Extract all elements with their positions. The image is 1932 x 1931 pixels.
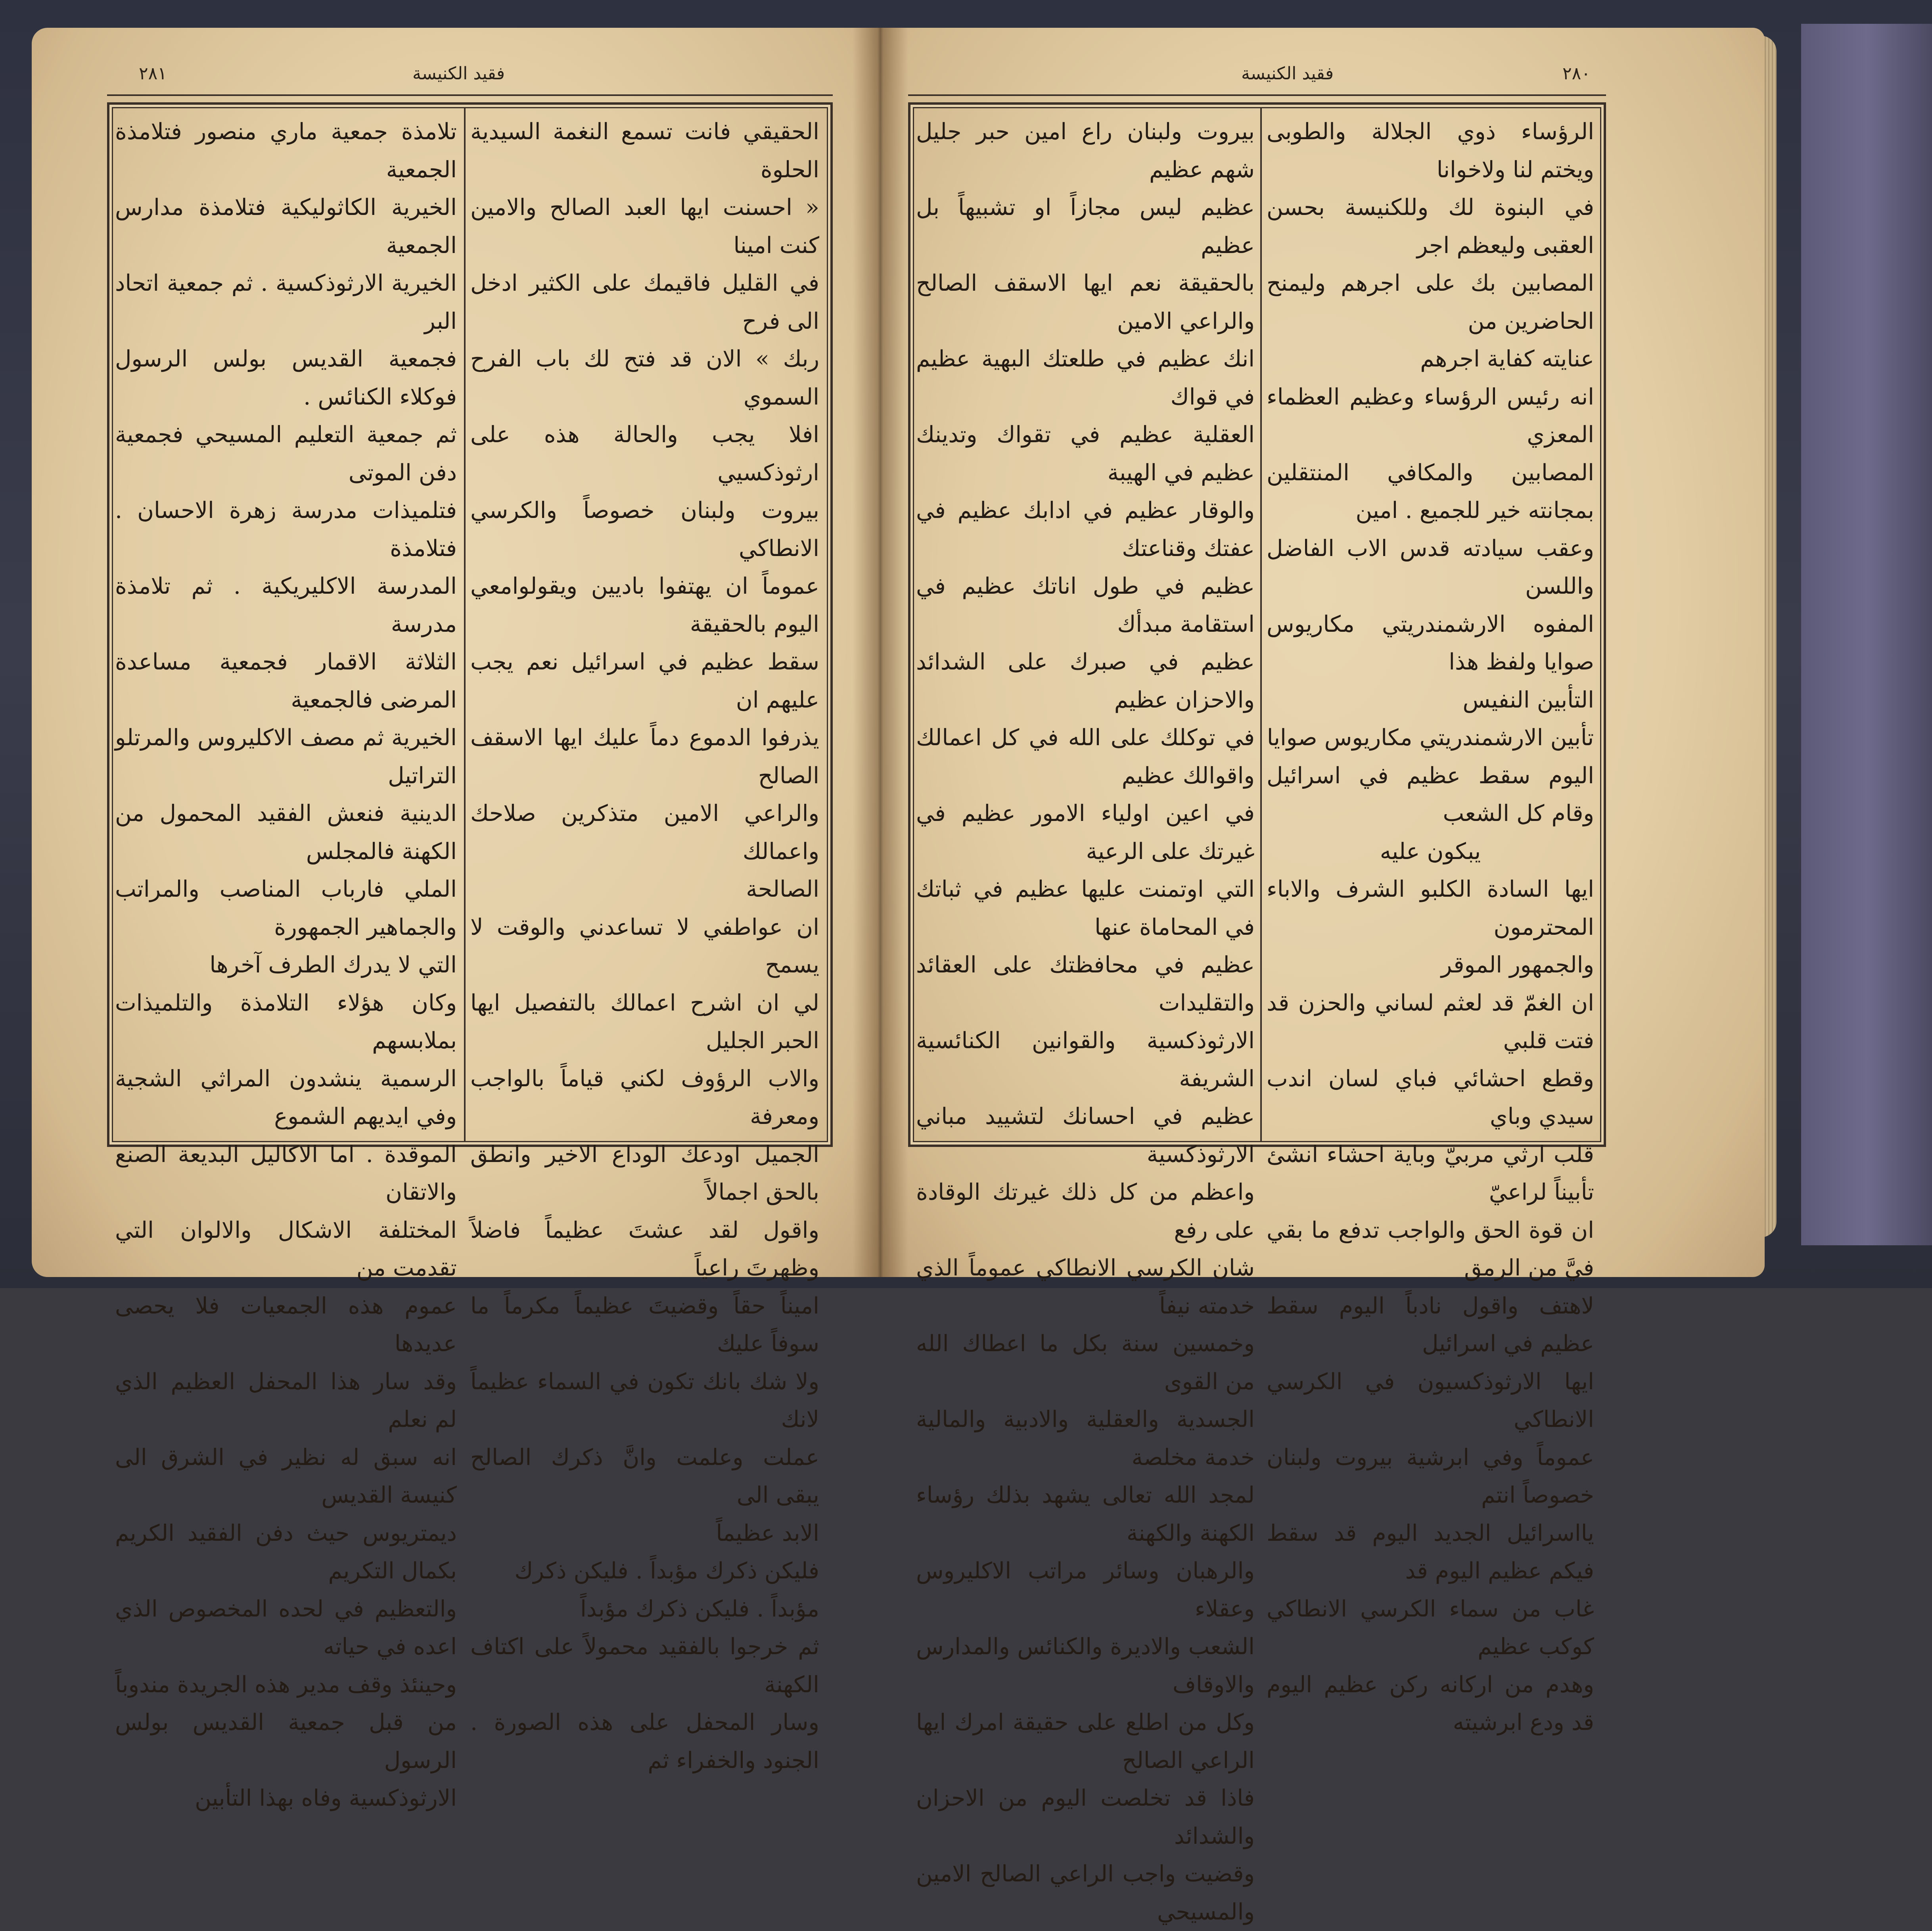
left-column-separator: [464, 107, 466, 1142]
text-line: الصالحة: [746, 876, 819, 902]
text-line: عموم هذه الجمعيات فلا يحصى عديدها: [115, 1292, 457, 1357]
text-line: عملت وعلمت وانَّ ذكرك الصالح يبقى الى: [470, 1444, 819, 1508]
text-line: اليوم سقط عظيم في اسرائيل وقام كل الشعب: [1267, 762, 1594, 826]
text-line: وكل من اطلع على حقيقة امرك ايها الراعي الصالح: [916, 1709, 1255, 1774]
text-line: عموماً وفي ابرشية بيروت ولبنان خصوصاً انتم: [1267, 1444, 1594, 1508]
text-line: الابد عظيماً: [716, 1520, 819, 1546]
text-line: العقلية عظيم في تقواك وتدينك عظيم في الهيبة: [916, 422, 1255, 486]
text-line: عظيم في صبرك على الشدائد والاحزان عظيم: [916, 649, 1255, 713]
text-line: وحينئذ وقف مدير هذه الجريدة مندوباً: [115, 1671, 457, 1698]
text-line: فتلميذات مدرسة زهرة الاحسان . فتلامذة: [115, 497, 457, 562]
right-page-column-right: [1267, 113, 1594, 1735]
right-header-rule: [908, 94, 1606, 96]
text-line: المصابين بك على اجرهم وليمنح الحاضرين من: [1267, 270, 1594, 334]
text-line: الخيرية الكاثوليكية فتلامذة مدارس الجمعية: [115, 194, 457, 259]
text-line: انه سبق له نظير في الشرق الى كنيسة القديس: [115, 1444, 457, 1508]
text-line: شان الكرسي الانطاكي عموماً الذي خدمته نيفاً: [916, 1255, 1255, 1319]
text-line: فاذا قد تخلصت اليوم من الاحزان والشدائد: [916, 1785, 1255, 1849]
right-column-separator: [1260, 107, 1262, 1142]
text-line: مؤبداً . فليكن ذكرك مؤبداً: [580, 1595, 819, 1622]
text-line: ان عواطفي لا تساعدني والوقت لا يسمح: [470, 914, 819, 978]
text-line: فليكن ذكرك مؤبداً . فليكن ذكرك: [514, 1558, 819, 1584]
text-line: والوقار عظيم في ادابك عظيم في عفتك وقناعتك: [916, 497, 1255, 562]
text-line: الخيرية الارثوذكسية . ثم جمعية اتحاد البر: [115, 270, 457, 334]
text-line: والتعظيم في لحده المخصوص الذي اعده في حياته: [115, 1595, 457, 1660]
text-line: الرسمية ينشدون المراثي الشجية وفي ايديهم الشموع: [115, 1065, 457, 1129]
text-line: بيروت ولبنان خصوصاً والكرسي الانطاكي: [470, 497, 819, 562]
text-line: وقضيت واجب الراعي الصالح الامين والمسيحي: [916, 1861, 1255, 1925]
text-line: عموماً ان يهتفوا باديين ويقولوامعي اليوم بالحقيقة: [470, 573, 819, 637]
text-line: يذرفوا الدموع دماً عليك ايها الاسقف الصالح: [470, 725, 819, 789]
text-line: الجسدية والعقلية والادبية والمالية خدمة مخلصة: [916, 1406, 1255, 1471]
text-line: يااسرائيل الجديد اليوم قد سقط فيكم عظيم اليوم قد: [1267, 1520, 1594, 1584]
text-line: وقد سار هذا المحفل العظيم الذي لم نعلم: [115, 1368, 457, 1432]
right-page-column-left: [916, 113, 1255, 1925]
text-line: وقطع احشائي فباي لسان اندب سيدي وباي: [1267, 1065, 1594, 1129]
text-line: الارثوذكسية والقوانين الكنائسية الشريفة: [916, 1028, 1255, 1092]
text-line: في القليل فاقيمك على الكثير ادخل الى فرح: [470, 270, 819, 334]
text-line: التأبين النفيس: [1462, 686, 1594, 713]
text-line: بيروت ولبنان راع امين حبر جليل شهم عظيم: [916, 119, 1255, 183]
text-line: وخمسين سنة بكل ما اعطاك الله من القوى: [916, 1331, 1255, 1395]
text-line: ان قوة الحق والواجب تدفع ما بقي فيَّ من الرمق: [1267, 1217, 1594, 1281]
text-line: والرهبان وسائر مراتب الاكليروس وعقلاء: [916, 1558, 1255, 1622]
text-line: عظيم ليس مجازاً او تشبيهاً بل عظيم: [916, 194, 1255, 259]
left-header-rule: [107, 94, 833, 96]
text-line: ان الغمّ قد لعثم لساني والحزن قد فتت قلبي: [1267, 989, 1594, 1054]
text-line: الشعب والاديرة والكنائس والمدارس والاوقاف: [916, 1634, 1255, 1698]
text-line: في اعين اولياء الامور عظيم في غيرتك على الرعية: [916, 800, 1255, 865]
text-line: واقول لقد عشتَ عظيماً فاضلاً وظهرتَ راعياً: [470, 1217, 819, 1281]
text-line: الجميل اودعك الوداع الاخير وانطق بالحق اجمالاً: [470, 1141, 819, 1205]
text-line: الموقدة . اما الاكاليل البديعة الصنع والاتقان: [115, 1141, 457, 1205]
text-line: ايها السادة الكلبو الشرف والاباء المحترمون: [1267, 876, 1594, 940]
book-gutter: [853, 28, 908, 1277]
text-line: فجمعية القديس بولس الرسول فوكلاء الكنائس .: [115, 346, 457, 410]
text-line: ثم خرجوا بالفقيد محمولاً على اكتاف الكهنة: [470, 1634, 819, 1698]
text-line: الملي فارباب المناصب والمراتب والجماهير الجمهورة: [115, 876, 457, 940]
text-line: من قبل جمعية القديس بولس الرسول: [115, 1709, 457, 1774]
text-line: والاب الرؤوف لكني قياماً بالواجب ومعرفة: [470, 1065, 819, 1129]
text-line: انك عظيم في طلعتك البهية عظيم في قواك: [916, 346, 1255, 410]
text-line: سقط عظيم في اسرائيل نعم يجب عليهم ان: [470, 649, 819, 713]
text-line: الحقيقي فانت تسمع النغمة السيدية الحلوة: [470, 119, 819, 183]
text-line: المختلفة الاشكال والالوان التي تقدمت من: [115, 1217, 457, 1281]
text-line: ديمتريوس حيث دفن الفقيد الكريم بكمال التكريم: [115, 1520, 457, 1584]
text-line: الخيرية ثم مصف الاكليروس والمرتلو التراتيل: [115, 725, 457, 789]
text-line: وكان هؤلاء التلامذة والتلميذات بملابسهم: [115, 989, 457, 1054]
text-line: ايها الارثوذكسيون في الكرسي الانطاكي: [1267, 1368, 1594, 1432]
text-line: التي اوتمنت عليها عظيم في ثباتك في المحاماة عنها: [916, 876, 1255, 940]
text-line: يبكون عليه: [1380, 838, 1481, 865]
text-line: المفوه الارشمندريتي مكاريوس صوايا ولفظ هذا: [1267, 611, 1594, 675]
left-page-title: فقيد الكنيسة: [412, 63, 505, 84]
text-line: الرؤساء ذوي الجلالة والطوبى ويختم لنا ولاخوانا: [1267, 119, 1594, 183]
text-line: وسار المحفل على هذه الصورة . الجنود والخفراء ثم: [470, 1709, 819, 1774]
text-line: قلب ارثي مربيّ وباية احشاء انشئ تأبيناً لراعيّ: [1267, 1141, 1594, 1205]
text-line: ثم جمعية التعليم المسيحي فجمعية دفن الموتى: [115, 422, 457, 486]
text-line: لمجد الله تعالى يشهد بذلك رؤساء الكهنة والكهنة: [916, 1482, 1255, 1546]
text-line: عظيم في طول اناتك عظيم في استقامة مبدأك: [916, 573, 1255, 637]
text-line: وعقب سيادته قدس الاب الفاضل واللسن: [1267, 535, 1594, 599]
text-line: واعظم من كل ذلك غيرتك الوقادة على رفع: [916, 1179, 1255, 1243]
eulogy-heading: تأبين الارشمندريتي مكاريوس صوايا: [1267, 725, 1594, 751]
cover-edge: [1801, 24, 1932, 1245]
text-line: المدرسة الاكليريكية . ثم تلامذة مدرسة: [115, 573, 457, 637]
text-line: في البنوة لك وللكنيسة بحسن العقبى وليعظم اجر: [1267, 194, 1594, 259]
text-line: وهدم من اركانه ركن عظيم اليوم قد ودع ابرشيته: [1267, 1671, 1594, 1735]
left-page-number: ٢٨١: [139, 63, 167, 84]
text-line: عظيم في احسانك لتشييد مباني الارثوذكسية: [916, 1103, 1255, 1168]
left-page-column-left: [115, 113, 457, 1811]
text-line: لاهتف واقول نادباً اليوم سقط عظيم في اسرائيل: [1267, 1292, 1594, 1357]
text-line: انه رئيس الرؤساء وعظيم العظماء المعزي: [1267, 384, 1594, 448]
text-line: « احسنت ايها العبد الصالح والامين كنت امينا: [470, 194, 819, 259]
text-line: تلامذة جمعية ماري منصور فتلامذة الجمعية: [115, 119, 457, 183]
text-line: عنايته كفاية اجرهم: [1420, 346, 1594, 372]
text-line: الثلاثة الاقمار فجمعية مساعدة المرضى فالجمعية: [115, 649, 457, 713]
text-line: بالحقيقة نعم ايها الاسقف الصالح والراعي الامين: [916, 270, 1255, 334]
text-line: المصابين والمكافي المنتقلين بمجانته خير للجميع . امين: [1267, 459, 1594, 523]
text-line: اميناً حقاً وقضيتَ عظيماً مكرماً ما سوفاً عليك: [470, 1292, 819, 1357]
text-line: الارثوذكسية وفاه بهذا التأبين: [195, 1785, 457, 1811]
text-line: الدينية فنعش الفقيد المحمول من الكهنة فالمجلس: [115, 800, 457, 865]
text-line: ربك » الان قد فتح لك باب الفرح السموي: [470, 346, 819, 410]
text-line: عظيم في محافظتك على العقائد والتقليدات: [916, 952, 1255, 1016]
text-line: لي ان اشرح اعمالك بالتفصيل ايها الحبر الجليل: [470, 989, 819, 1054]
text-line: والجمهور الموقر: [1441, 952, 1594, 978]
text-line: ولا شك بانك تكون في السماء عظيماً لانك: [470, 1368, 819, 1432]
text-line: التي لا يدرك الطرف آخرها: [209, 952, 457, 978]
text-line: افلا يجب والحالة هذه على ارثوذكسيي: [470, 422, 819, 486]
text-line: في توكلك على الله في كل اعمالك واقوالك عظيم: [916, 725, 1255, 789]
right-page-title: فقيد الكنيسة: [1241, 63, 1334, 84]
right-page-number: ٢٨٠: [1562, 63, 1591, 84]
text-line: غاب من سماء الكرسي الانطاكي كوكب عظيم: [1267, 1595, 1594, 1660]
text-line: والراعي الامين متذكرين صلاحك واعمالك: [470, 800, 819, 865]
left-page-column-right: [470, 113, 819, 1774]
